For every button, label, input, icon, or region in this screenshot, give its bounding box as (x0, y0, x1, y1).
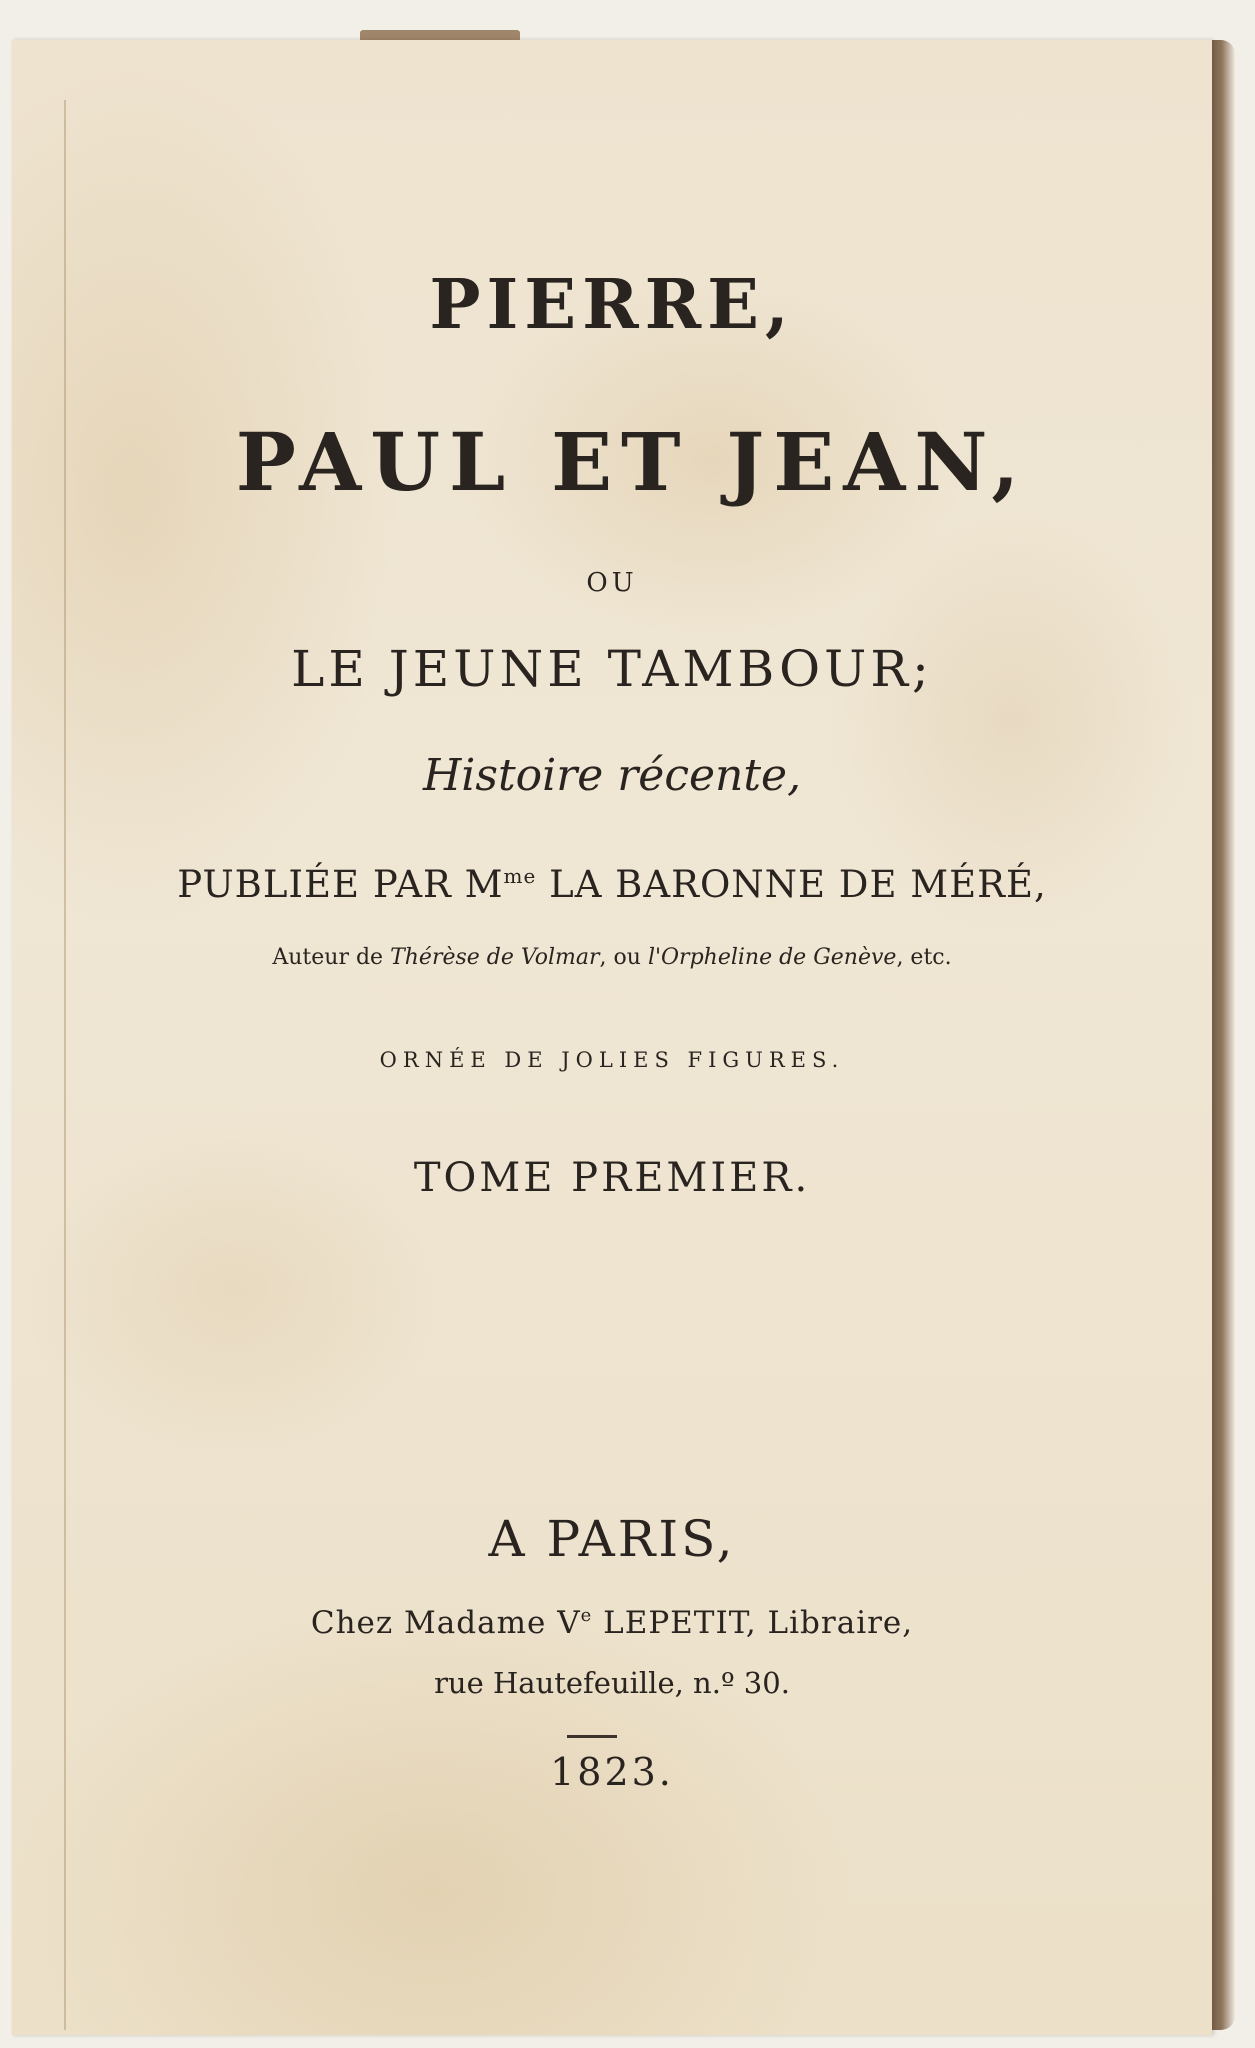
author-suffix: , etc. (896, 945, 952, 970)
publisher-line (12, 863, 1212, 906)
imprint-line-2: rue Hautefeuille, n.º 30. (434, 1666, 790, 1700)
imprint-prefix: Chez Madame V (310, 1605, 581, 1641)
year: 1823. (550, 1750, 674, 1794)
title-line-2: PAUL ET JEAN, (235, 415, 1029, 509)
title-page (12, 40, 1212, 2035)
publisher-prefix: PUBLIÉE PAR M (177, 863, 504, 906)
imprint-superscript: e (580, 1605, 593, 1626)
publisher-superscript: me (503, 864, 537, 888)
imprint-suffix: LEPETIT, Libraire, (592, 1605, 914, 1641)
author-line (12, 945, 1212, 970)
genre: Histoire récente, (422, 750, 802, 801)
volume: TOME PREMIER. (413, 1155, 811, 1201)
subtitle: LE JEUNE TAMBOUR; (291, 640, 933, 698)
author-prefix: Auteur de (272, 945, 391, 970)
conjunction: OU (586, 568, 638, 598)
imprint-line-1 (12, 1605, 1212, 1641)
author-middle: , ou (599, 945, 648, 970)
publisher-suffix: LA BARONNE DE MÉRÉ, (536, 863, 1047, 906)
title-line-1: PIERRE, (429, 265, 795, 345)
illustrations-note: ORNÉE DE JOLIES FIGURES. (379, 1048, 845, 1072)
city: A PARIS, (488, 1510, 736, 1568)
author-work: Thérèse de Volmar (390, 945, 600, 970)
author-alt-title: l'Orpheline de Genève (647, 945, 897, 970)
divider-rule (567, 1735, 617, 1738)
